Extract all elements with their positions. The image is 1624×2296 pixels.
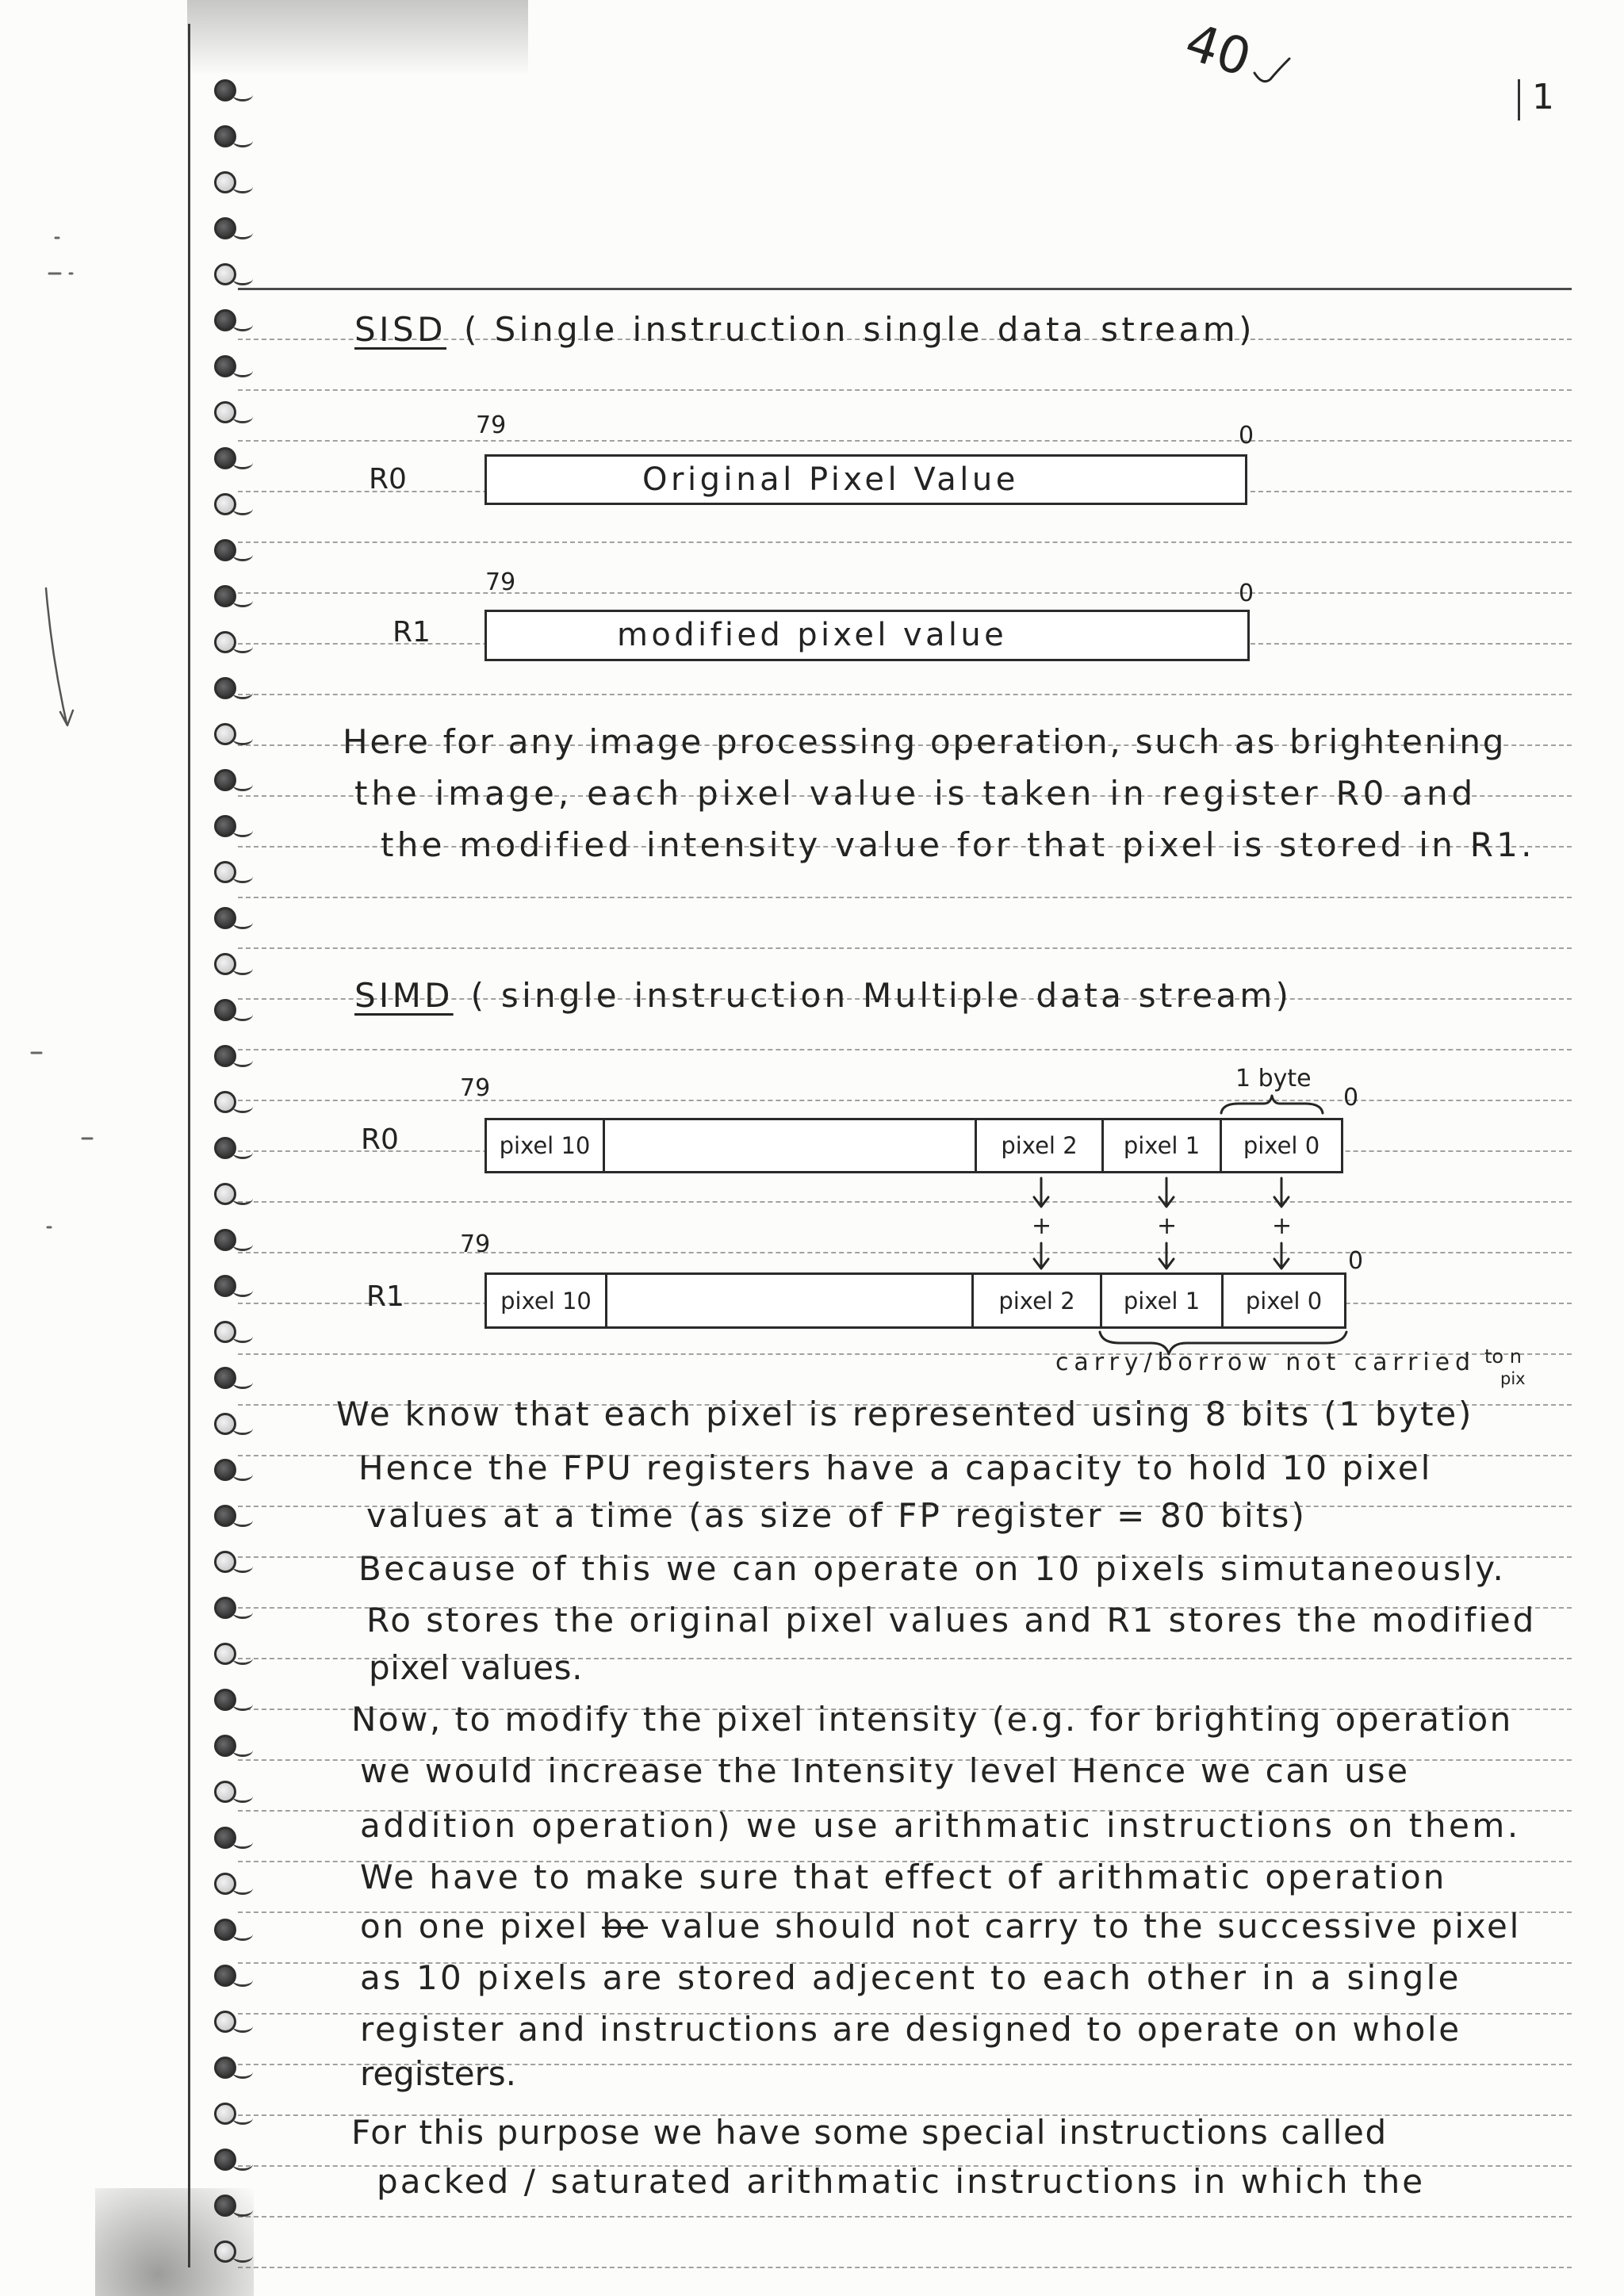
- page-check-mark: [1254, 59, 1289, 82]
- ruled-line: [238, 2267, 1572, 2268]
- corner-bracket: [1518, 79, 1520, 121]
- binding-hole: [214, 79, 236, 101]
- simd-paragraph-line: We have to make sure that effect of arithmatic operation: [360, 1858, 1447, 1896]
- binding-hole: [214, 723, 236, 745]
- binding-hole: [214, 953, 236, 975]
- ruled-line: [238, 1252, 1572, 1253]
- simd-paragraph-line: Now, to modify the pixel intensity (e.g. for brighting operation: [351, 1700, 1513, 1739]
- binding-hole: [214, 769, 236, 791]
- simd-paragraph-line: Because of this we can operate on 10 pixels simutaneously.: [358, 1549, 1507, 1588]
- binding-hole: [214, 631, 236, 653]
- byte-brace: [1221, 1096, 1323, 1113]
- binding-hole: [214, 1413, 236, 1435]
- binding-hole: [214, 355, 236, 377]
- sisd-r0-label: R0: [369, 463, 407, 496]
- carry-note-tail: to n: [1484, 1345, 1522, 1368]
- binding-hole: [214, 1689, 236, 1711]
- binding-hole: [214, 2057, 236, 2079]
- ruled-line: [238, 389, 1572, 391]
- binding-hole: [214, 2011, 236, 2033]
- binding-hole: [214, 2149, 236, 2171]
- ruled-line: [238, 1201, 1572, 1203]
- simd-heading: [354, 977, 1292, 1015]
- corner-number: 1: [1532, 77, 1554, 117]
- binding-hole: [214, 1091, 236, 1113]
- register-cells: [487, 1120, 1341, 1171]
- simd-paragraph-line: Ro stores the original pixel values and R1 stores the modified: [366, 1601, 1537, 1640]
- simd-abbr: SIMD: [354, 976, 454, 1015]
- sisd-r1-label: R1: [393, 616, 431, 649]
- simd-register-r0: [485, 1118, 1343, 1173]
- cell-pixel-1: pixel 1: [1100, 1275, 1221, 1326]
- binding-hole: [214, 447, 236, 469]
- simd-r0-lsb: 0: [1343, 1084, 1359, 1112]
- cell-pixel-10: pixel 10: [499, 1132, 591, 1159]
- binding-hole: [214, 1275, 236, 1297]
- binding-hole: [214, 1229, 236, 1251]
- sisd-paragraph-line: the image, each pixel value is taken in register R0 and: [354, 774, 1477, 813]
- simd-paragraph-line: packed / saturated arithmatic instructions in which the: [377, 2162, 1426, 2201]
- simd-paragraph-line: registers.: [360, 2054, 517, 2093]
- binding-hole: [214, 1735, 236, 1757]
- binding-hole: [214, 1367, 236, 1389]
- ruled-line: [238, 1049, 1572, 1050]
- binding-hole: [214, 1505, 236, 1527]
- simd-paragraph-line: we would increase the Intensity level Hence we can use: [360, 1751, 1410, 1790]
- data-flow-arrow: [1034, 1243, 1048, 1269]
- simd-paragraph-line: For this purpose we have some special instructions called: [351, 2113, 1388, 2152]
- data-flow-arrow: [1274, 1243, 1289, 1269]
- stray-pen-mark: [46, 588, 73, 725]
- sisd-r1-lsb: 0: [1239, 580, 1254, 607]
- sisd-r0-msb: 79: [476, 411, 507, 439]
- simd-paragraph-line: pixel values.: [369, 1648, 583, 1687]
- cell-pixel-10: pixel 10: [500, 1287, 592, 1314]
- cell-pixel-2: pixel 2: [975, 1120, 1101, 1171]
- carry-note-sub: pix: [1500, 1369, 1526, 1388]
- binding-hole: [214, 401, 236, 423]
- binding-hole: [214, 1551, 236, 1573]
- simd-r1-msb: 79: [460, 1230, 491, 1258]
- binding-hole: [214, 217, 236, 239]
- binding-hole: [214, 1183, 236, 1205]
- binding-hole: [214, 309, 236, 331]
- ruled-line: [238, 541, 1572, 543]
- binding-hole: [214, 493, 236, 515]
- simd-r0-label: R0: [361, 1123, 399, 1156]
- cell-pixel-0: pixel 0: [1221, 1275, 1344, 1326]
- scan-speck: [32, 238, 92, 1227]
- binding-hole: [214, 539, 236, 561]
- binding-hole: [214, 999, 236, 1021]
- simd-paragraph-line: values at a time (as size of FP register = 80 bits): [366, 1496, 1308, 1535]
- line-text: on one pixel: [360, 1907, 589, 1946]
- binding-hole: [214, 585, 236, 607]
- plus-operator: +: [1032, 1212, 1052, 1240]
- scan-shadow-top: [187, 0, 528, 75]
- sisd-paragraph-line: the modified intensity value for that pixel is stored in R1.: [381, 825, 1535, 864]
- binding-hole: [214, 861, 236, 883]
- sisd-register-r1: [485, 610, 1250, 661]
- binding-hole: [214, 125, 236, 147]
- binding-hole: [214, 677, 236, 699]
- simd-paragraph-line: We know that each pixel is represented using 8 bits (1 byte): [336, 1395, 1474, 1433]
- struck-word: be: [602, 1907, 648, 1946]
- cell-pixel-0: pixel 0: [1220, 1120, 1341, 1171]
- data-flow-arrow: [1159, 1243, 1174, 1269]
- ruled-line: [238, 694, 1572, 695]
- simd-register-r1: [485, 1272, 1346, 1329]
- simd-r0-msb: 79: [460, 1074, 491, 1102]
- binding-hole: [214, 1781, 236, 1803]
- page-number: 40: [1178, 13, 1258, 89]
- plus-operator: +: [1272, 1212, 1293, 1240]
- ruled-line: [238, 288, 1572, 290]
- binding-hole: [214, 815, 236, 837]
- sisd-r1-msb: 79: [485, 568, 516, 596]
- sisd-r0-lsb: 0: [1239, 422, 1254, 450]
- binding-hole: [214, 263, 236, 285]
- ruled-line: [238, 897, 1572, 898]
- binding-hole: [214, 1321, 236, 1343]
- binding-hole: [214, 171, 236, 193]
- cell-pixel-2: pixel 2: [971, 1275, 1100, 1326]
- binding-hole: [214, 907, 236, 929]
- binding-hole: [214, 1965, 236, 1987]
- binding-hole: [214, 2103, 236, 2125]
- simd-paragraph-line: register and instructions are designed to operate on whole: [360, 2010, 1461, 2049]
- byte-label: 1 byte: [1235, 1065, 1312, 1093]
- cell-pixel-1: pixel 1: [1101, 1120, 1220, 1171]
- register-cells: [487, 1275, 1344, 1326]
- binding-hole: [214, 1873, 236, 1895]
- line-text: value should not carry to the successive pixel: [661, 1907, 1521, 1946]
- sisd-register-r0: [485, 454, 1247, 505]
- plus-operator: +: [1157, 1212, 1178, 1240]
- ruled-line: [238, 947, 1572, 949]
- cell-empty: [603, 1120, 975, 1171]
- ruled-line: [238, 2216, 1572, 2218]
- ruled-line: [238, 1100, 1572, 1101]
- binding-hole: [214, 1459, 236, 1481]
- binding-hole: [214, 1137, 236, 1159]
- sisd-paragraph-line: Here for any image processing operation, such as brightening: [343, 722, 1507, 761]
- ruled-line: [238, 440, 1572, 442]
- sisd-heading: [354, 311, 1255, 349]
- simd-paragraph-line: as 10 pixels are stored adjecent to each other in a single: [360, 1958, 1461, 1997]
- simd-paragraph-line: [360, 1908, 1521, 1946]
- ruled-line: [238, 592, 1572, 594]
- binding-hole: [214, 1045, 236, 1067]
- binding-hole: [214, 1919, 236, 1941]
- binding-hole: [214, 2195, 236, 2217]
- binding-hole: [214, 1597, 236, 1619]
- binding-hole: [214, 2241, 236, 2263]
- simd-title: ( single instruction Multiple data stream): [470, 976, 1293, 1015]
- margin-line: [188, 24, 190, 2267]
- sisd-title: ( Single instruction single data stream): [463, 310, 1256, 349]
- simd-paragraph-line: Hence the FPU registers have a capacity to hold 10 pixel: [358, 1448, 1433, 1487]
- sisd-r0-content: Original Pixel Value: [642, 461, 1019, 498]
- binding-hole: [214, 1827, 236, 1849]
- sisd-r1-content: modified pixel value: [617, 617, 1008, 653]
- sisd-abbr: SISD: [354, 310, 446, 349]
- carry-note: carry/borrow not carried: [1055, 1349, 1477, 1376]
- simd-r1-label: R1: [366, 1280, 404, 1313]
- simd-paragraph-line: addition operation) we use arithmatic instructions on them.: [360, 1806, 1521, 1845]
- cell-empty: [605, 1275, 971, 1326]
- simd-r1-lsb: 0: [1348, 1247, 1364, 1275]
- binding-hole: [214, 1643, 236, 1665]
